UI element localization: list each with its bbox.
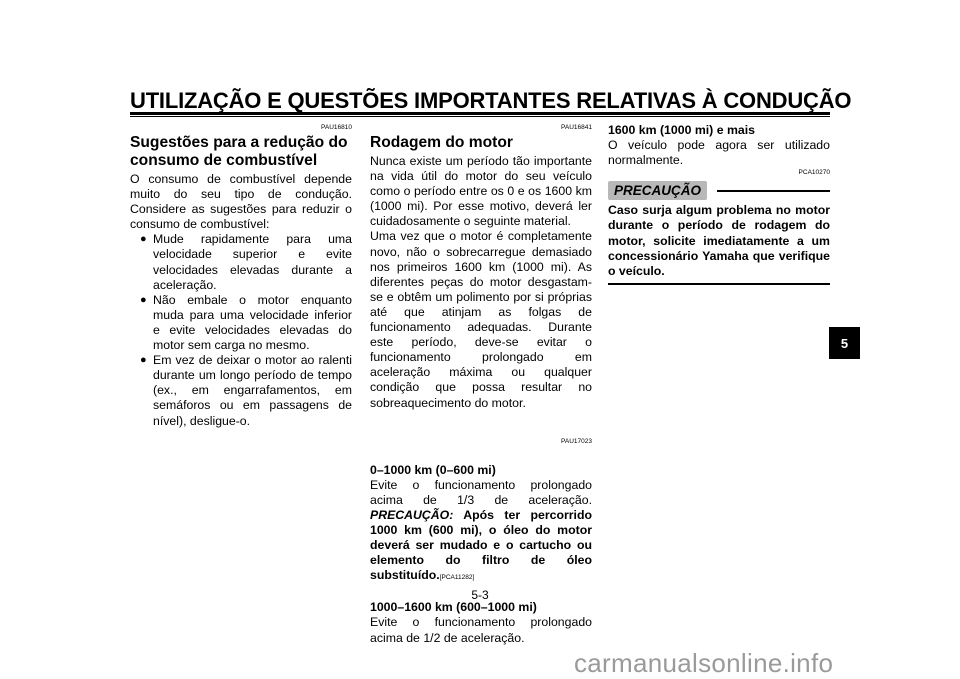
column-engine-break-in: [370, 123, 592, 646]
paragraph-with-caution: [370, 478, 592, 586]
list-item-text: Não embale o motor enquanto muda para uma velocidade inferior e evite velocidades elevadas do motor sem carga no mesmo.: [153, 292, 352, 353]
section-heading: Sugestões para a redução do consumo de combustível: [130, 134, 348, 169]
column-after-break-in: [608, 123, 830, 285]
page-header-title: UTILIZAÇÃO E QUESTÕES IMPORTANTES RELATIVAS À CONDUÇÃO: [130, 88, 852, 113]
caution-code: PCA10270: [798, 169, 830, 177]
list-item: [130, 293, 352, 353]
header-rule-thin: [130, 116, 830, 117]
paragraph: Evite o funcionamento prolongado acima de 1/2 de aceleração.: [370, 615, 592, 645]
section-code: PAU16810: [321, 124, 352, 131]
watermark: carmanualsonline.info: [574, 648, 834, 678]
list-item: [130, 353, 352, 428]
section-heading: Rodagem do motor: [370, 134, 513, 151]
paragraph: Uma vez que o motor é completamente novo, não o sobrecarregue demasiado nos primeiros 1600 km (1000 mi). As diferentes peças do motor desgastam-se e obtêm um polimento por si próprias até que atinjam as folgas de funcionamento adequadas. Durante este período, deve-se evitar o funcionamento prolongado em aceleração máxima ou qualquer condição que possa resultar no sobreaquecimento do motor.: [370, 229, 592, 410]
caution-text: Após ter percorrido 1000 km (600 mi), o óleo do motor deverá ser mudado e o cartucho ou elemento do filtro de óleo substituído.: [370, 507, 592, 583]
page-number: 5-3: [471, 588, 489, 602]
caution-code: [PCA11282]: [439, 574, 475, 582]
list-item-text: Mude rapidamente para uma velocidade superior e evite velocidades elevadas durante a aceleração.: [153, 232, 352, 292]
list-item-text: Em vez de deixar o motor ao ralenti durante um longo período de tempo (ex., em engarrafamentos, em semáforos ou em passagens de nível), desligue-o.: [153, 353, 352, 428]
subheading: 1000–1600 km (600–1000 mi): [370, 600, 537, 615]
subheading: 0–1000 km (0–600 mi): [370, 462, 496, 477]
header-rule: [130, 112, 830, 115]
caution-label: PRECAUÇÃO:: [370, 507, 454, 522]
bullet-icon: ●: [140, 354, 147, 367]
chapter-tab: 5: [829, 327, 860, 359]
paragraph-text: Evite o funcionamento prolongado acima de 1/3 de aceleração.: [370, 477, 592, 507]
caution-badge: PRECAUÇÃO: [608, 181, 707, 200]
paragraph: O veículo pode agora ser utilizado normalmente.: [608, 138, 830, 168]
section-code: PAU17023: [561, 437, 592, 445]
list-item: [130, 232, 352, 292]
caution-text: Caso surja algum problema no motor durante o período de rodagem do motor, solicite imediatamente a um concessionário Yamaha que verifique o veículo.: [608, 203, 830, 284]
column-fuel-saving: [130, 123, 352, 429]
subheading: 1600 km (1000 mi) e mais: [608, 123, 755, 137]
caution-rule: [717, 190, 830, 192]
section-code: PAU16841: [561, 124, 592, 131]
bullet-icon: ●: [140, 233, 147, 246]
bullet-icon: ●: [140, 293, 147, 306]
paragraph: Nunca existe um período tão importante na vida útil do motor do seu veículo como o período entre os 0 e os 1600 km (1000 mi). Por esse motivo, deverá ler cuidadosamente o seguinte material.: [370, 154, 592, 229]
caution-header: [608, 181, 830, 200]
intro-paragraph: O consumo de combustível depende muito do seu tipo de condução. Considere as sugestões para reduzir o consumo de combustível:: [130, 172, 352, 232]
